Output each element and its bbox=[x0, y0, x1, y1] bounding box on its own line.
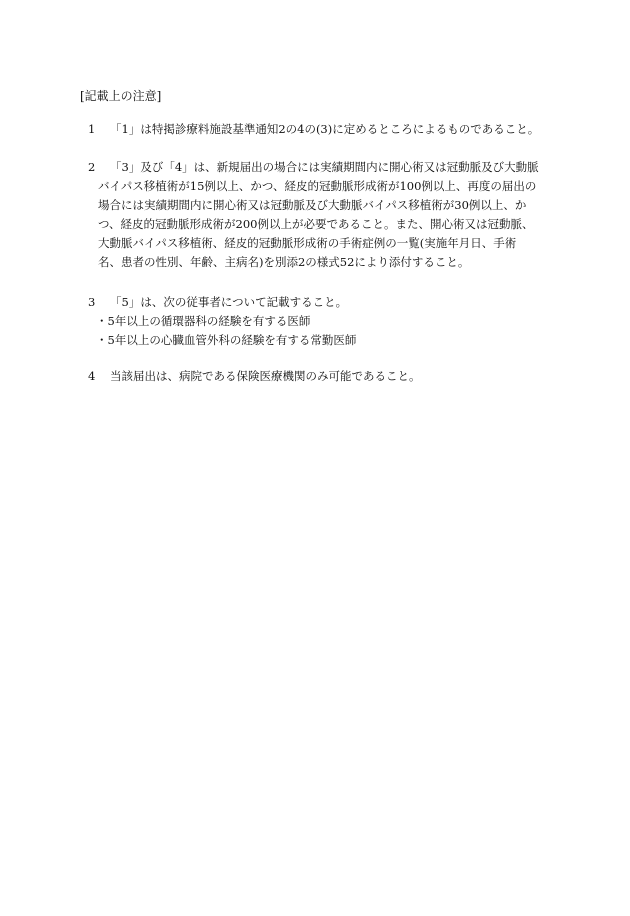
note-text-line: つ、経皮的冠動脈形成術が200例以上が必要であること。また、開心術又は冠動脈、 bbox=[98, 217, 534, 231]
note-item-3 bbox=[88, 293, 558, 350]
note-number: 1 bbox=[88, 122, 96, 136]
note-text-line: 大動脈バイパス移植術、経皮的冠動脈形成術の手術症例の一覧(実施年月日、手術 bbox=[98, 236, 517, 250]
note-bullet: ・5年以上の心臓血管外科の経験を有する常勤医師 bbox=[96, 333, 357, 347]
note-text-line: バイパス移植術が15例以上、かつ、経皮的冠動脈形成術が100例以上、再度の届出の bbox=[98, 179, 537, 193]
note-text-line: 「5」は、次の従事者について記載すること。 bbox=[110, 295, 348, 309]
note-item-2 bbox=[88, 158, 558, 272]
note-text-line: 場合には実績期間内に開心術又は冠動脈及び大動脈バイパス移植術が30例以上、か bbox=[98, 198, 527, 212]
note-text-line: 「1」は特掲診療料施設基準通知2の4の(3)に定めるところによるものであること。 bbox=[110, 122, 540, 136]
note-number: 4 bbox=[88, 369, 96, 383]
note-text-line: 「3」及び「4」は、新規届出の場合には実績期間内に開心術又は冠動脈及び大動脈 bbox=[110, 160, 539, 174]
note-number: 2 bbox=[88, 160, 96, 174]
note-number: 3 bbox=[88, 295, 96, 309]
note-item-4 bbox=[88, 367, 558, 386]
note-item-1 bbox=[88, 120, 558, 139]
notes-heading: [記載上の注意] bbox=[80, 89, 162, 103]
note-text-line: 名、患者の性別、年齢、主病名)を別添2の様式52により添付すること。 bbox=[98, 255, 470, 269]
note-bullet: ・5年以上の循環器科の経験を有する医師 bbox=[96, 314, 311, 328]
note-text-line: 当該届出は、病院である保険医療機関のみ可能であること。 bbox=[110, 369, 421, 383]
